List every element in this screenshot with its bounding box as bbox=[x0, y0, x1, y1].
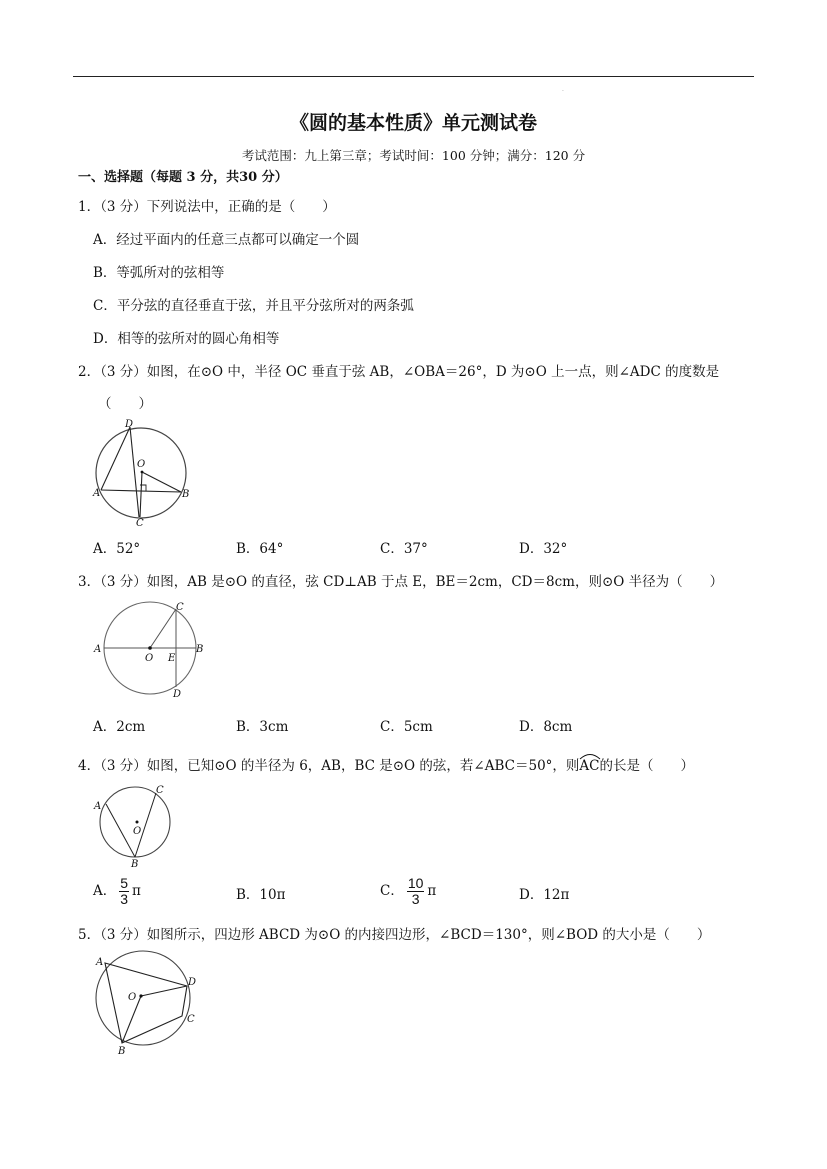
figure-label-b: B bbox=[196, 644, 204, 655]
figure-label-c: C bbox=[136, 518, 144, 529]
question-stem: 如图所示，四边形 ABCD 为⊙O 的内接四边形，∠BCD＝130°，则∠BOD 的大小是（ ） bbox=[146, 927, 711, 943]
q4-option-b: B．10π bbox=[236, 887, 286, 903]
question-stem: 如图，在⊙O 中，半径 OC 垂直于弦 AB，∠OBA＝26°，D 为⊙O 上一点，则∠ADC 的度数是 bbox=[146, 364, 720, 380]
question-5 bbox=[78, 923, 710, 943]
question-1 bbox=[78, 195, 336, 215]
question-number: 3． bbox=[78, 574, 101, 590]
figure-label-o: O bbox=[137, 459, 146, 470]
numerator: 5 bbox=[120, 875, 129, 891]
q2-figure bbox=[88, 417, 198, 529]
q2-option-c: C．37° bbox=[380, 541, 428, 557]
question-2 bbox=[78, 360, 719, 380]
figure-label-a: A bbox=[94, 644, 102, 655]
pi-symbol: π bbox=[132, 883, 141, 899]
q4-option-d: D．12π bbox=[519, 887, 570, 903]
q3-option-c: C．5cm bbox=[380, 719, 433, 735]
exam-info: 考试范围：九上第三章；考试时间：100 分钟；满分：120 分 bbox=[241, 148, 586, 163]
question-number: 5． bbox=[78, 927, 101, 943]
figure-label-c: C bbox=[156, 785, 164, 796]
arc-mark-icon bbox=[579, 752, 601, 760]
q1-option-a: A．经过平面内的任意三点都可以确定一个圆 bbox=[93, 232, 360, 248]
question-stem-a: 如图，已知⊙O 的半径为 6，AB，BC 是⊙O 的弦，若∠ABC＝50°，则 bbox=[146, 758, 580, 774]
figure-label-a: A bbox=[94, 801, 102, 812]
figure-label-a: A bbox=[96, 957, 104, 968]
arc-ac-notation bbox=[579, 758, 599, 774]
figure-label-c: C bbox=[176, 602, 184, 613]
figure-label-o: O bbox=[128, 992, 137, 1003]
arc-ac-label: AC bbox=[579, 758, 600, 774]
question-points: （3 分） bbox=[100, 364, 147, 380]
fraction bbox=[407, 876, 425, 907]
figure-label-c: C bbox=[187, 1014, 195, 1025]
question-3 bbox=[78, 570, 723, 590]
q1-option-b: B．等弧所对的弦相等 bbox=[93, 265, 225, 281]
option-prefix: A． bbox=[93, 883, 117, 899]
section-heading: 一、选择题（每题 3 分，共30 分） bbox=[78, 170, 288, 185]
figure-label-b: B bbox=[131, 859, 139, 870]
denominator: 3 bbox=[411, 891, 420, 907]
question-number: 1． bbox=[78, 199, 101, 215]
header-rule bbox=[73, 76, 754, 77]
question-stem: 下列说法中，正确的是（ ） bbox=[146, 199, 336, 215]
question-number: 2． bbox=[78, 364, 101, 380]
figure-label-e: E bbox=[168, 653, 176, 664]
figure-label-d: D bbox=[125, 419, 134, 430]
figure-label-a: A bbox=[93, 488, 101, 499]
question-number: 4． bbox=[78, 758, 101, 774]
q4-option-c bbox=[380, 876, 436, 907]
figure-label-o: O bbox=[145, 653, 154, 664]
page-title: 《圆的基本性质》单元测试卷 bbox=[289, 112, 537, 134]
option-prefix: C． bbox=[380, 883, 404, 899]
q2-option-a: A．52° bbox=[93, 541, 141, 557]
q3-option-b: B．3cm bbox=[236, 719, 289, 735]
q1-option-d: D．相等的弦所对的圆心角相等 bbox=[93, 331, 280, 347]
figure-label-b: B bbox=[182, 489, 190, 500]
question-points: （3 分） bbox=[100, 574, 147, 590]
q2-answer-bracket: （ ） bbox=[98, 396, 152, 412]
question-points: （3 分） bbox=[100, 199, 147, 215]
q4-option-a bbox=[93, 876, 141, 907]
q2-option-b: B．64° bbox=[236, 541, 284, 557]
question-points: （3 分） bbox=[100, 758, 147, 774]
q3-figure bbox=[90, 600, 210, 704]
figure-label-d: D bbox=[188, 977, 197, 988]
q4-figure bbox=[90, 784, 180, 870]
figure-label-d: D bbox=[173, 689, 182, 700]
q3-option-d: D．8cm bbox=[519, 719, 573, 735]
q2-option-d: D．32° bbox=[519, 541, 568, 557]
figure-label-b: B bbox=[118, 1046, 126, 1057]
question-points: （3 分） bbox=[100, 927, 147, 943]
question-4 bbox=[78, 754, 694, 774]
header-dot: · bbox=[562, 88, 564, 95]
question-stem: 如图，AB 是⊙O 的直径，弦 CD⊥AB 于点 E，BE＝2cm，CD＝8cm，则⊙O 半径为（ ） bbox=[146, 574, 724, 590]
question-stem-b: 的长是（ ） bbox=[599, 758, 694, 774]
q3-option-a: A．2cm bbox=[93, 719, 146, 735]
figure-label-o: O bbox=[133, 826, 142, 837]
q5-figure bbox=[88, 950, 204, 1058]
numerator: 10 bbox=[407, 875, 424, 891]
fraction bbox=[119, 876, 129, 907]
denominator: 3 bbox=[120, 891, 129, 907]
pi-symbol: π bbox=[427, 883, 437, 899]
q1-option-c: C．平分弦的直径垂直于弦，并且平分弦所对的两条弧 bbox=[93, 298, 414, 314]
